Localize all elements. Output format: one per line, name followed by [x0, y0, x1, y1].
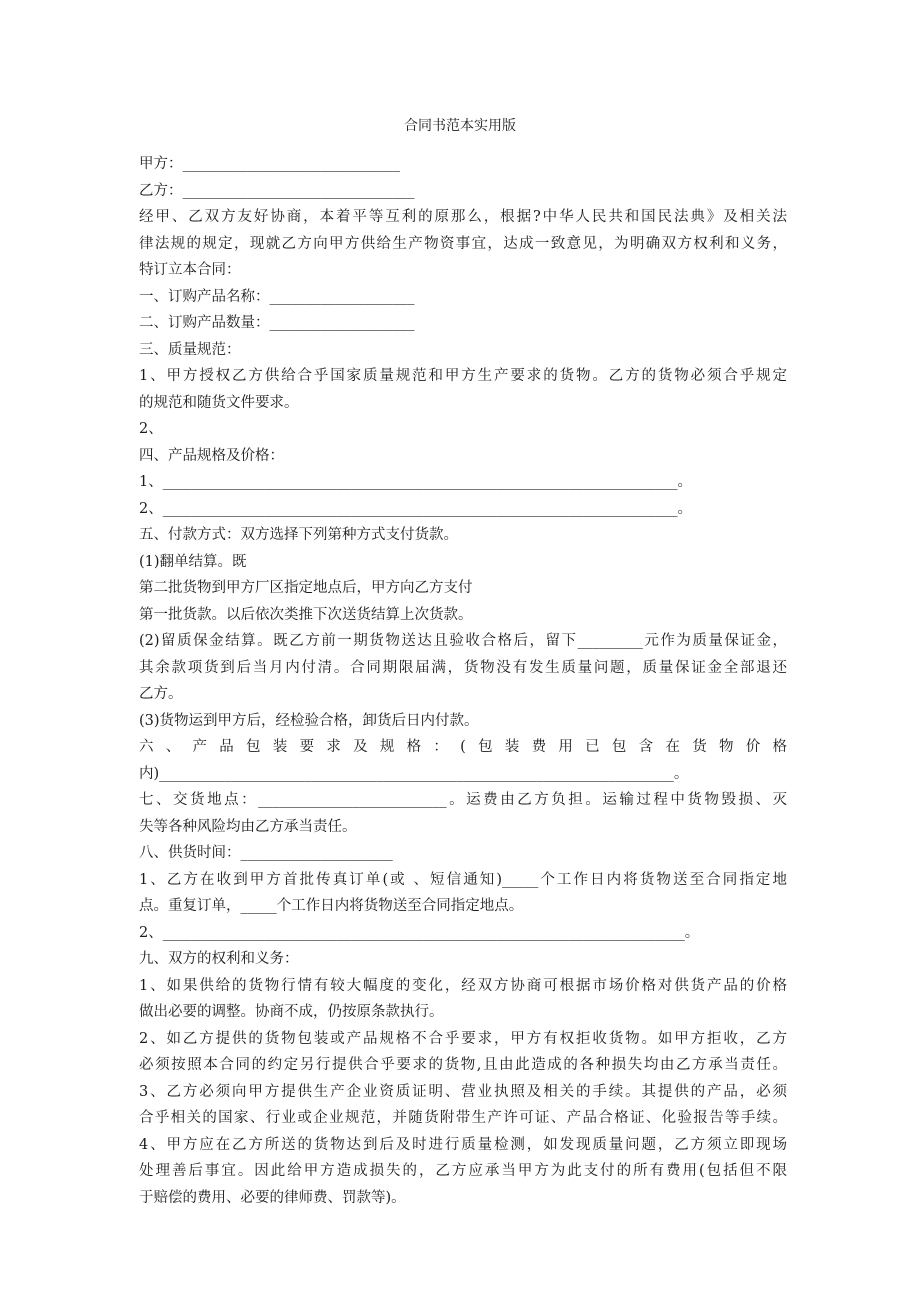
- preamble-line: 律法规的规定，现就乙方向甲方供给生产物资事宜，达成一致意见，为明确双方权利和义务，: [139, 235, 787, 252]
- clause-line: 1、乙方在收到甲方首批传真订单(或 、短信通知)_____个工作日内将货物送至合同指定地: [139, 871, 787, 888]
- clause-line: 的规范和随货文件要求。: [139, 394, 299, 411]
- clause-line: 处理善后事宜。因此给甲方造成损失的，乙方应承当甲方为此支付的所有费用(包括但不限: [139, 1163, 787, 1179]
- clause-line: (2)留质保金结算。既乙方前一期货物送达且验收合格后，留下_________元作为质量保证金，: [139, 633, 787, 649]
- document-title: 合同书范本实用版: [404, 118, 516, 134]
- clause-line: 2、________________________________________________________________________。: [139, 924, 700, 941]
- clause-line: 第一批货款。以后依次类推下次送货结算上次货款。: [139, 606, 473, 623]
- section-heading: 六、产品包装要求及规格：(包装费用已包含在货物价格: [139, 739, 787, 755]
- clause-line: 2、: [139, 421, 163, 437]
- clause-line: 2、_______________________________________________________________________。: [139, 500, 692, 517]
- clause-line: 1、_______________________________________________________________________。: [139, 474, 692, 490]
- clause-line: 合乎相关的国家、行业或企业规范，并随货附带生产许可证、产品合格证、化验报告等手续。: [139, 1110, 787, 1126]
- clause-line: 做出必要的调整。协商不成，仍按原条款执行。: [139, 1004, 444, 1020]
- clause-line: 必须按照本合同的约定另行提供合乎要求的货物,且由此造成的各种损失均由乙方承当责任。: [139, 1057, 787, 1073]
- section-heading: 七、交货地点：__________________________。运费由乙方负担。运输过程中货物毁损、灭: [139, 792, 787, 808]
- section-heading: 九、双方的权利和义务：: [139, 951, 299, 967]
- party-b-line: 乙方：________________________________: [139, 182, 415, 199]
- preamble-line: 特订立本合同：: [139, 262, 241, 278]
- clause-line: 第二批货物到甲方厂区指定地点后，甲方向乙方支付: [139, 580, 473, 596]
- clause-line: 失等各种风险均由乙方承当责任。: [139, 818, 357, 835]
- section-heading: 五、付款方式：双方选择下列第种方式支付货款。: [139, 527, 458, 543]
- clause-line: 其余款项货到后当月内付清。合同期限届满，货物没有发生质量问题，质量保证金全部退还: [139, 659, 787, 676]
- clause-line: 4、甲方应在乙方所送的货物达到后及时进行质量检测，如发现质量问题，乙方须立即现场: [139, 1136, 787, 1153]
- clause-line: 3、乙方必须向甲方提供生产企业资质证明、营业执照及相关的手续。其提供的产品，必须: [139, 1083, 787, 1100]
- clause-line: 点。重复订单，_____个工作日内将货物送至合同指定地点。: [139, 898, 524, 914]
- clause-line: 乙方。: [139, 686, 183, 702]
- section-heading: 八、供货时间：_____________________: [139, 845, 393, 861]
- clause-line: (1)翻单结算。既: [139, 553, 247, 570]
- section-heading: 三、质量规范：: [139, 341, 241, 358]
- clause-line: 1、如果供给的货物行情有较大幅度的变化，经双方协商可根据市场价格对供货产品的价格: [139, 977, 787, 994]
- clause-line: 2、如乙方提供的货物包装或产品规格不合乎要求，甲方有权拒收货物。如甲方拒收，乙方: [139, 1030, 787, 1047]
- section-heading: 一、订购产品名称：____________________: [139, 288, 415, 305]
- party-a-line: 甲方：______________________________: [139, 156, 400, 172]
- section-heading: 二、订购产品数量：____________________: [139, 315, 415, 331]
- clause-line: 1、甲方授权乙方供给合乎国家质量规范和甲方生产要求的货物。乙方的货物必须合乎规定: [139, 368, 787, 384]
- clause-line: 内)_______________________________________________________________________。: [139, 765, 689, 782]
- clause-line: (3)货物运到甲方后，经检验合格，卸货后日内付款。: [139, 712, 479, 729]
- preamble-line: 经甲、乙双方友好协商，本着平等互利的原那么，根据?中华人民共和国民法典》及相关法: [139, 209, 787, 225]
- clause-line: 于赔偿的费用、必要的律师费、罚款等)。: [139, 1189, 406, 1206]
- section-heading: 四、产品规格及价格：: [139, 447, 284, 464]
- document-body: [139, 151, 787, 1211]
